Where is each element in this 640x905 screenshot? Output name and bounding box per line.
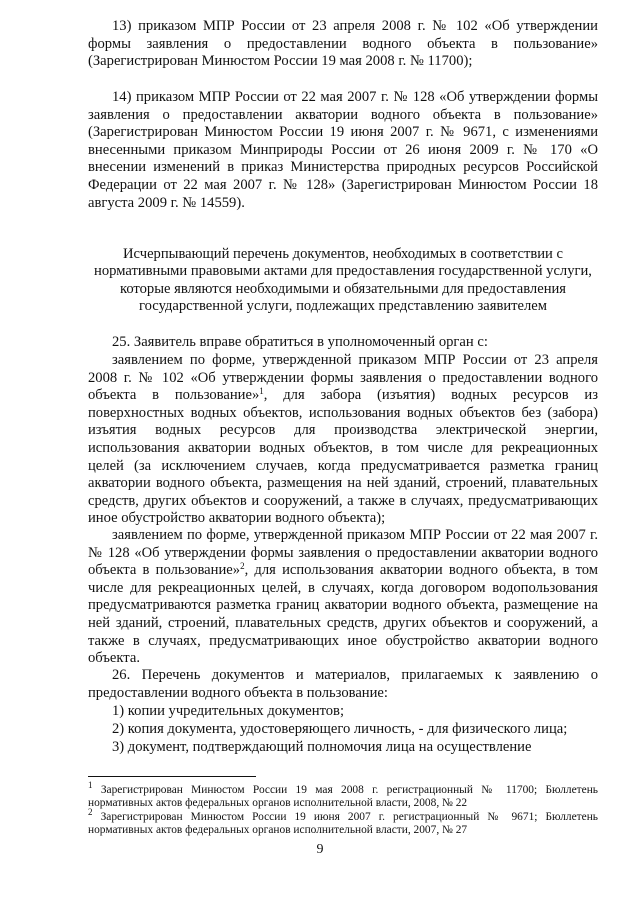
item-a-text-2: , для забора (изъятия) водных ресурсов из поверхностных водных объектов, использования водных объектов без (забора) изъятия водных ресурсов для производства электрической энергии, использования акватории водных объектов, в том числе для рекреационных целей (за исключением случаев, когда предусматривается разметка границ акватории водного объекта, размещения на ней зданий, строений, плавательных средств, других объектов и сооружений, а также в случаях, предусматривающих иное обустройство акватории водного объекта); — [88, 387, 598, 527]
list-item-13: 13) приказом МПР России от 23 апреля 2008 г. № 102 «Об утверждении формы заявления о предоставлении водного объекта в пользование» (Зарегистрирован Минюстом России 19 мая 2008 г. № 11700); — [88, 18, 598, 70]
paragraph-26-intro: 26. Перечень документов и материалов, прилагаемых к заявлению о предоставлении водного объекта в пользование: — [88, 667, 598, 701]
footnote-divider — [88, 776, 256, 777]
list-item-3: 3) документ, подтверждающий полномочия лица на осуществление — [112, 739, 532, 755]
footnote-ref-1: 1 — [259, 386, 264, 397]
footnote-ref-2: 2 — [240, 561, 245, 572]
page-number: 9 — [316, 842, 324, 857]
item-b-text-1: заявлением по форме, утвержденной приказом МПР России от 22 мая 2007 г. № 128 «Об утверждении формы заявления о предоставлении акватории водного объекта в пользование» — [88, 527, 598, 579]
section-heading: Исчерпывающий перечень документов, необходимых в соответствии с нормативными правовыми актами для предоставления государственной услуги, которые являются необходимыми и обязательными для предоставления государственной услуги, подлежащих представлению заявителем — [94, 246, 592, 315]
footnote-2-text: Зарегистрирован Минюстом России 19 июня 2007 г. регистрационный № 9671; Бюллетень нормативных актов федеральных органов исполнительной власти, 2007, № 27 — [88, 811, 598, 837]
paragraph-25-item-b — [88, 527, 598, 668]
list-item-1: 1) копии учредительных документов; — [112, 703, 344, 719]
item-b-text-2: , для использования акватории водного объекта, в том числе для рекреационных целей, в случаях, когда договором водопользования предусматриваются разметка границ акватории водного объекта, размещение на ней зданий, строений, плавательных средств, других объектов и сооружений, а также в случаях, предусматривающих иное обустройство акватории водного объекта. — [88, 562, 599, 667]
footnote-2 — [88, 807, 598, 837]
footnote-mark-1: 1 — [88, 780, 93, 790]
paragraph-25-item-a — [88, 352, 598, 528]
footnote-1-text: Зарегистрирован Минюстом России 19 мая 2008 г. регистрационный № 11700; Бюллетень нормативных актов федеральных органов исполнительной власти, 2008, № 22 — [88, 784, 598, 810]
footnote-mark-2: 2 — [88, 807, 93, 817]
footnote-1 — [88, 780, 598, 810]
item-a-text-1: заявлением по форме, утвержденной приказом МПР России от 23 апреля 2008 г. № 102 «Об утверждении формы заявления о предоставлении водного объекта в пользование» — [88, 352, 598, 404]
paragraph-25-intro: 25. Заявитель вправе обратиться в уполномоченный орган с: — [112, 334, 488, 350]
list-item-2: 2) копия документа, удостоверяющего личность, - для физического лица; — [112, 721, 568, 737]
list-item-14: 14) приказом МПР России от 22 мая 2007 г. № 128 «Об утверждении формы заявления о предоставлении акватории водного объекта в пользование» (Зарегистрирован Минюстом России 19 июня 2007 г. № 9671, с изменениями внесенными приказом Минприроды России от 26 июня 2009 г. № 170 «О внесении изменений в приказ Министерства природных ресурсов Российской Федерации от 22 мая 2007 г. № 128» (Зарегистрирован Минюстом России 18 августа 2009 г. № 14559). — [88, 89, 598, 211]
